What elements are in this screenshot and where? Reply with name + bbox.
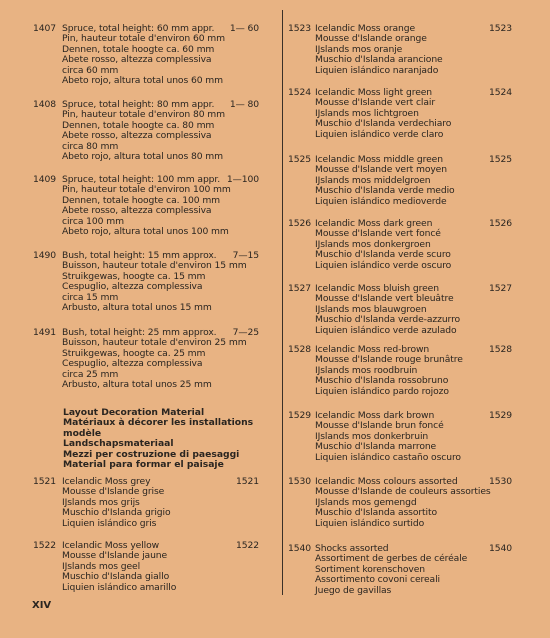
description-line: Muschio d'Islanda marrone — [315, 441, 437, 453]
description-line: Abete rosso, altezza complessiva — [62, 54, 212, 66]
item-number: 1407 — [33, 23, 56, 34]
description-line: Mousse d'Islande vert clair — [315, 97, 436, 109]
item-number: 1409 — [33, 174, 56, 185]
item-range: 1— 80 — [229, 99, 259, 110]
description-line: Muschio d'Islanda rossobruno — [315, 375, 449, 387]
description-line: Liquien islándico naranjado — [315, 64, 439, 76]
description-line: circa 80 mm — [62, 140, 119, 152]
description-line: IJslands mos roodbruin — [315, 364, 418, 376]
description-line: IJslands mos lichtgroen — [315, 107, 419, 119]
description-line: Icelandic Moss bluish green — [315, 283, 439, 294]
description-line: IJslands mos gemengd — [315, 496, 417, 508]
description-line: Mousse d'Islande orange — [315, 33, 427, 45]
description-line: Icelandic Moss dark green — [315, 218, 433, 229]
description-line: Dennen, totale hoogte ca. 100 mm — [62, 194, 221, 206]
item-range: 1523 — [489, 23, 512, 34]
item-number: 1523 — [288, 23, 311, 34]
description-line: Icelandic Moss colours assorted — [315, 476, 458, 487]
item-range: 1540 — [489, 543, 512, 554]
description-line: Spruce, total height: 60 mm appr. — [62, 23, 215, 34]
item-number: 1525 — [288, 154, 311, 165]
description-line: Liquien islándico amarillo — [62, 581, 177, 593]
description-line: Struikgewas, hoogte ca. 15 mm — [62, 270, 206, 282]
column-divider — [282, 10, 283, 595]
item-description — [315, 88, 451, 140]
description-line: Mousse d'Islande brun foncé — [315, 420, 444, 432]
item-number: 1491 — [33, 327, 56, 338]
description-line: Liquien islándico pardo rojozo — [315, 385, 449, 397]
item-description — [62, 477, 171, 529]
item-description — [62, 100, 225, 162]
item-number: 1490 — [33, 250, 56, 261]
description-line: Bush, total height: 25 mm approx. — [62, 327, 217, 338]
section-heading-line: Layout Decoration Material — [63, 407, 205, 418]
item-description — [315, 219, 451, 271]
item-range: 1— 60 — [229, 23, 259, 34]
description-line: Spruce, total height: 80 mm appr. — [62, 99, 215, 110]
description-line: Arbusto, altura total unos 15 mm — [62, 302, 212, 314]
description-line: Muschio d'Islanda giallo — [62, 571, 170, 583]
description-line: Liquien islándico verde azulado — [315, 324, 457, 336]
item-description — [315, 284, 460, 336]
item-number: 1524 — [288, 87, 311, 98]
description-line: Muschio d'Islanda grigio — [62, 507, 171, 519]
description-line: Mousse d'Islande vert moyen — [315, 164, 447, 176]
description-line: Bush, total height: 15 mm approx. — [62, 250, 217, 261]
item-description — [315, 477, 491, 529]
item-range: 1—100 — [226, 174, 259, 185]
description-line: Abeto rojo, altura total unos 100 mm — [62, 226, 229, 238]
description-line: Muschio d'Islanda verde medio — [315, 185, 455, 197]
item-description — [315, 544, 467, 596]
item-number: 1529 — [288, 410, 311, 421]
description-line: IJslands mos middelgroen — [315, 174, 431, 186]
section-heading-line: Landschapsmateriaal — [63, 438, 174, 450]
description-line: Liquien islándico verde claro — [315, 128, 444, 140]
description-line: Cespuglio, altezza complessiva — [62, 358, 203, 370]
description-line: Liquien islándico medioverde — [315, 195, 447, 207]
item-description — [315, 345, 463, 397]
item-range: 1521 — [236, 476, 259, 487]
item-description — [315, 411, 461, 463]
page-number: XIV — [32, 600, 52, 611]
item-range: 1522 — [236, 540, 259, 551]
item-description — [62, 175, 231, 237]
description-line: IJslands mos grijs — [62, 496, 140, 508]
description-line: circa 100 mm — [62, 215, 124, 227]
description-line: circa 60 mm — [62, 64, 119, 76]
description-line: Buisson, hauteur totale d'environ 15 mm — [62, 260, 247, 272]
item-range: 1527 — [489, 283, 512, 294]
item-range: 1525 — [489, 154, 512, 165]
item-number: 1540 — [288, 543, 311, 554]
description-line: Assortiment de gerbes de céréale — [315, 553, 468, 565]
description-line: Icelandic Moss yellow — [62, 540, 160, 551]
section-heading-line: Mezzi per costruzione di paesaggi — [63, 448, 240, 460]
description-line: Mousse d'Islande jaune — [62, 550, 168, 562]
description-line: Muschio d'Islanda arancione — [315, 54, 443, 66]
item-number: 1526 — [288, 218, 311, 229]
description-line: Abeto rojo, altura total unos 60 mm — [62, 75, 223, 87]
description-line: Mousse d'Islande de couleurs assorties — [315, 486, 491, 498]
description-line: Dennen, totale hoogte ca. 80 mm — [62, 119, 215, 131]
description-line: IJslands mos oranje — [315, 43, 403, 55]
description-line: Arbusto, altura total unos 25 mm — [62, 379, 212, 391]
description-line: Mousse d'Islande vert foncé — [315, 228, 441, 240]
item-description — [315, 24, 443, 76]
item-number: 1530 — [288, 476, 311, 487]
description-line: Abete rosso, altezza complessiva — [62, 130, 212, 142]
description-line: Icelandic Moss grey — [62, 476, 151, 487]
description-line: IJslands mos geel — [62, 560, 141, 572]
description-line: Mousse d'Islande rouge brunâtre — [315, 354, 463, 366]
description-line: circa 25 mm — [62, 368, 119, 380]
description-line: Spruce, total height: 100 mm appr. — [62, 174, 221, 185]
description-line: Liquien islándico gris — [62, 517, 157, 529]
description-line: Struikgewas, hoogte ca. 25 mm — [62, 347, 206, 359]
item-range: 1526 — [489, 218, 512, 229]
description-line: Muschio d'Islanda verde scuro — [315, 249, 451, 261]
description-line: circa 15 mm — [62, 291, 119, 303]
description-line: Muschio d'Islanda verdechiaro — [315, 118, 452, 130]
item-range: 1528 — [489, 344, 512, 355]
description-line: Icelandic Moss middle green — [315, 154, 443, 165]
description-line: Shocks assorted — [315, 543, 389, 554]
section-heading-line: Material para formar el paisaje — [63, 459, 224, 471]
description-line: Mousse d'Islande grise — [62, 486, 165, 498]
item-range: 7—25 — [232, 327, 259, 338]
description-line: Liquien islándico surtido — [315, 517, 425, 529]
description-line: Pin, hauteur totale d'environ 60 mm — [62, 33, 225, 45]
description-line: Icelandic Moss orange — [315, 23, 416, 34]
item-number: 1528 — [288, 344, 311, 355]
item-description — [315, 155, 455, 207]
description-line: Muschio d'Islanda verde-azzurro — [315, 314, 461, 326]
description-line: Abeto rojo, altura total unos 80 mm — [62, 151, 223, 163]
description-line: Assortimento covoni cereali — [315, 574, 440, 586]
item-number: 1408 — [33, 99, 56, 110]
item-range: 1530 — [489, 476, 512, 487]
item-description — [62, 251, 247, 313]
description-line: IJslands mos blauwgroen — [315, 303, 427, 315]
description-line: Pin, hauteur totale d'environ 100 mm — [62, 184, 231, 196]
item-description — [62, 24, 225, 86]
item-range: 7—15 — [232, 250, 259, 261]
description-line: Pin, hauteur totale d'environ 80 mm — [62, 109, 225, 121]
section-heading-line: Matériaux à décorer les installations — [63, 417, 254, 429]
description-line: Abete rosso, altezza complessiva — [62, 205, 212, 217]
description-line: Mousse d'Islande vert bleuâtre — [315, 293, 454, 305]
description-line: Buisson, hauteur totale d'environ 25 mm — [62, 337, 247, 349]
description-line: Liquien islándico castaño oscuro — [315, 451, 461, 463]
description-line: Icelandic Moss red-brown — [315, 344, 430, 355]
item-number: 1527 — [288, 283, 311, 294]
description-line: Muschio d'Islanda assortito — [315, 507, 438, 519]
description-line: Icelandic Moss light green — [315, 87, 433, 98]
description-line: Dennen, totale hoogte ca. 60 mm — [62, 43, 215, 55]
description-line: Icelandic Moss dark brown — [315, 410, 435, 421]
description-line: Liquien islándico verde oscuro — [315, 259, 452, 271]
item-description — [62, 328, 247, 390]
item-number: 1522 — [33, 540, 56, 551]
description-line: Sortiment korenschoven — [315, 563, 425, 575]
section-heading — [63, 408, 253, 470]
item-number: 1521 — [33, 476, 56, 487]
item-description — [62, 541, 176, 593]
description-line: Cespuglio, altezza complessiva — [62, 281, 203, 293]
description-line: Juego de gavillas — [315, 584, 392, 596]
item-range: 1524 — [489, 87, 512, 98]
item-range: 1529 — [489, 410, 512, 421]
description-line: IJslands mos donkergroen — [315, 238, 431, 250]
section-heading-line: modèle — [63, 427, 102, 439]
description-line: IJslands mos donkerbruin — [315, 430, 429, 442]
